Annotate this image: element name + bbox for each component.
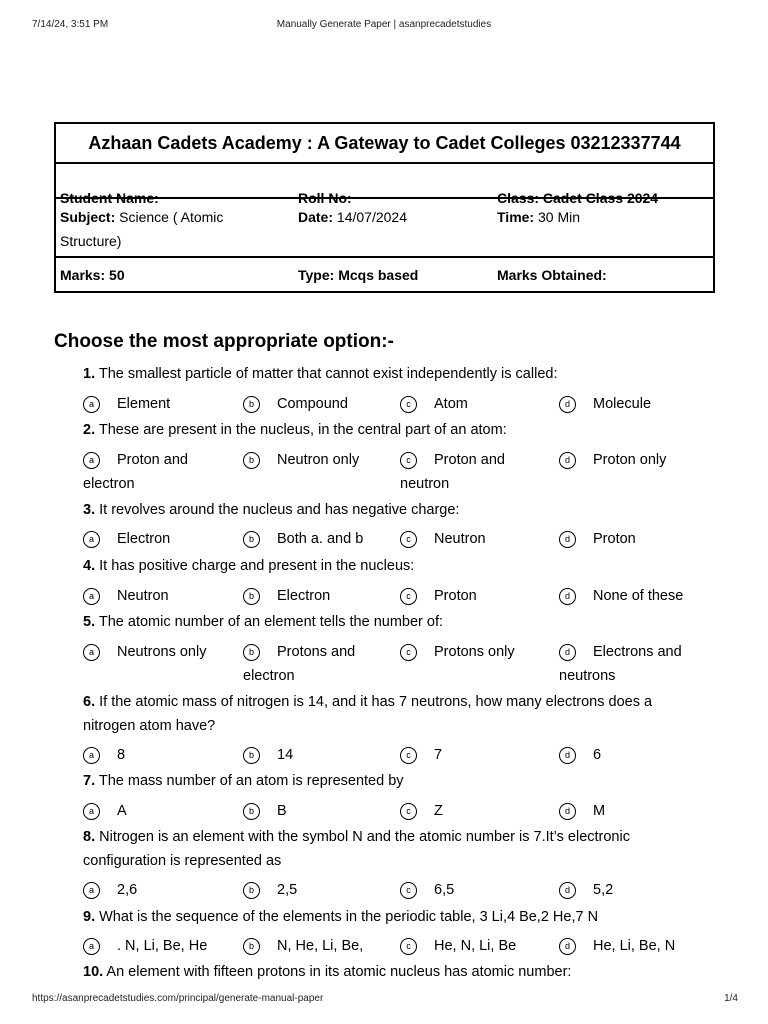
option-a-circle[interactable]: a [83, 531, 100, 548]
option[interactable]: c 7 [400, 743, 550, 767]
option-a-circle[interactable]: a [83, 882, 100, 899]
option-b-circle[interactable]: b [243, 531, 260, 548]
date-label: Date: [298, 208, 334, 225]
section-heading: Choose the most appropriate option:- [54, 331, 394, 352]
question: 10. An element with fifteen protons in its atomic nucleus has atomic number: [83, 964, 572, 980]
option[interactable]: a Neutron [83, 584, 233, 608]
option[interactable]: c 6,5 [400, 878, 550, 902]
option[interactable]: c Neutron [400, 527, 550, 551]
date-value: 14/07/2024 [336, 208, 407, 225]
option-row [83, 448, 723, 492]
class-label: Class: Cadet Class 2024 [497, 189, 659, 206]
option[interactable]: c Protons only [400, 640, 550, 664]
question: 8. Nitrogen is an element with the symbol N and the atomic number is 7.It’s electronic configuration is represented as [83, 829, 630, 869]
option[interactable]: d M [559, 799, 709, 823]
roll-no-label: Roll No: [298, 189, 352, 206]
option[interactable]: a 8 [83, 743, 233, 767]
option-d-circle[interactable]: d [559, 882, 576, 899]
option[interactable]: a A [83, 799, 233, 823]
option[interactable]: b Protons and electron [243, 644, 356, 684]
question: 5. The atomic number of an element tells the number of: [83, 614, 444, 630]
option[interactable]: d Electrons and neutrons [559, 644, 682, 684]
option-d-circle[interactable]: d [559, 803, 576, 820]
academy-title: Azhaan Cadets Academy : A Gateway to Cadet Colleges 03212337744 [55, 123, 714, 163]
option-c-circle[interactable]: c [400, 644, 417, 661]
question: 3. It revolves around the nucleus and has negative charge: [83, 502, 460, 518]
option-b-circle[interactable]: b [243, 803, 260, 820]
question: 9. What is the sequence of the elements in the periodic table, 3 Li,4 Be,2 He,7 N [83, 909, 599, 925]
option-row [83, 799, 723, 823]
option[interactable]: d Proton only [559, 448, 709, 472]
option-a-circle[interactable]: a [83, 644, 100, 661]
time-value: 30 Min [537, 208, 581, 225]
time-label: Time: [497, 208, 535, 225]
option[interactable]: b Both a. and b [243, 527, 393, 551]
option[interactable]: a Neutrons only [83, 640, 233, 664]
option-row [83, 934, 723, 958]
info-row-marks [55, 257, 714, 292]
option[interactable]: c Atom [400, 392, 550, 416]
option[interactable]: d None of these [559, 584, 709, 608]
option-row [83, 878, 723, 902]
info-row-student [55, 163, 714, 206]
option[interactable]: a 2,6 [83, 878, 233, 902]
option-row [83, 743, 723, 767]
option-c-circle[interactable]: c [400, 452, 417, 469]
option[interactable]: b Compound [243, 392, 393, 416]
option[interactable]: b Electron [243, 584, 393, 608]
option-d-circle[interactable]: d [559, 588, 576, 605]
paper-info-table [54, 122, 715, 293]
option-b-circle[interactable]: b [243, 396, 260, 413]
option-a-circle[interactable]: a [83, 588, 100, 605]
question: 2. These are present in the nucleus, in the central part of an atom: [83, 422, 507, 438]
option[interactable]: c Proton and neutron [400, 452, 505, 492]
option-a-circle[interactable]: a [83, 747, 100, 764]
question: 4. It has positive charge and present in the nucleus: [83, 558, 415, 574]
option[interactable]: d 5,2 [559, 878, 709, 902]
option[interactable]: a Proton and electron [83, 452, 188, 492]
print-page-indicator: 1/4 [724, 993, 738, 1004]
option[interactable]: b 2,5 [243, 878, 393, 902]
marks-label: Marks: [60, 266, 106, 283]
option[interactable]: a Electron [83, 527, 233, 551]
subject-value-line2: Structure) [60, 232, 122, 249]
option-c-circle[interactable]: c [400, 938, 417, 955]
type-label: Type: Mcqs based [298, 266, 419, 283]
option[interactable]: d Molecule [559, 392, 709, 416]
option-row [83, 527, 723, 551]
option-row [83, 392, 723, 416]
option-c-circle[interactable]: c [400, 882, 417, 899]
option-c-circle[interactable]: c [400, 747, 417, 764]
option-c-circle[interactable]: c [400, 531, 417, 548]
student-name-label: Student Name: [60, 189, 159, 206]
info-row-subject [55, 198, 714, 257]
option[interactable]: d 6 [559, 743, 709, 767]
option-d-circle[interactable]: d [559, 938, 576, 955]
question: 1. The smallest particle of matter that cannot exist independently is called: [83, 366, 558, 382]
print-url: https://asanprecadetstudies.com/principal/generate-manual-paper [32, 993, 324, 1004]
option[interactable]: c Proton [400, 584, 550, 608]
option-row [83, 640, 723, 684]
option-a-circle[interactable]: a [83, 396, 100, 413]
option-c-circle[interactable]: c [400, 588, 417, 605]
option-b-circle[interactable]: b [243, 882, 260, 899]
option-d-circle[interactable]: d [559, 644, 576, 661]
option[interactable]: a Element [83, 392, 233, 416]
option-a-circle[interactable]: a [83, 803, 100, 820]
option[interactable]: b 14 [243, 743, 393, 767]
option-a-circle[interactable]: a [83, 452, 100, 469]
option-b-circle[interactable]: b [243, 747, 260, 764]
option-b-circle[interactable]: b [243, 644, 260, 661]
option-c-circle[interactable]: c [400, 803, 417, 820]
option-b-circle[interactable]: b [243, 938, 260, 955]
option[interactable]: b B [243, 799, 393, 823]
option-d-circle[interactable]: d [559, 747, 576, 764]
option[interactable]: d Proton [559, 527, 709, 551]
option-d-circle[interactable]: d [559, 396, 576, 413]
option-c-circle[interactable]: c [400, 396, 417, 413]
option-b-circle[interactable]: b [243, 452, 260, 469]
subject-value-line1: Science ( Atomic [119, 208, 224, 225]
option[interactable]: b Neutron only [243, 448, 393, 472]
option-d-circle[interactable]: d [559, 452, 576, 469]
option-b-circle[interactable]: b [243, 588, 260, 605]
option[interactable]: d He, Li, Be, N [559, 934, 709, 958]
print-page-title: Manually Generate Paper | asanprecadetstudies [276, 19, 492, 30]
marks-obtained-label: Marks Obtained: [497, 266, 607, 283]
question: 7. The mass number of an atom is represented by [83, 773, 404, 789]
subject-label: Subject: [60, 208, 116, 225]
print-datetime: 7/14/24, 3:51 PM [32, 19, 109, 30]
marks-value: 50 [109, 266, 125, 283]
option[interactable]: c Z [400, 799, 550, 823]
option-d-circle[interactable]: d [559, 531, 576, 548]
option[interactable]: c He, N, Li, Be [400, 934, 550, 958]
option-row [83, 584, 723, 608]
option-a-circle[interactable]: a [83, 938, 100, 955]
option[interactable]: b N, He, Li, Be, [243, 934, 393, 958]
option[interactable]: a . N, Li, Be, He [83, 934, 233, 958]
question: 6. If the atomic mass of nitrogen is 14, and it has 7 neutrons, how many electrons does a nitrogen atom have? [83, 694, 653, 734]
